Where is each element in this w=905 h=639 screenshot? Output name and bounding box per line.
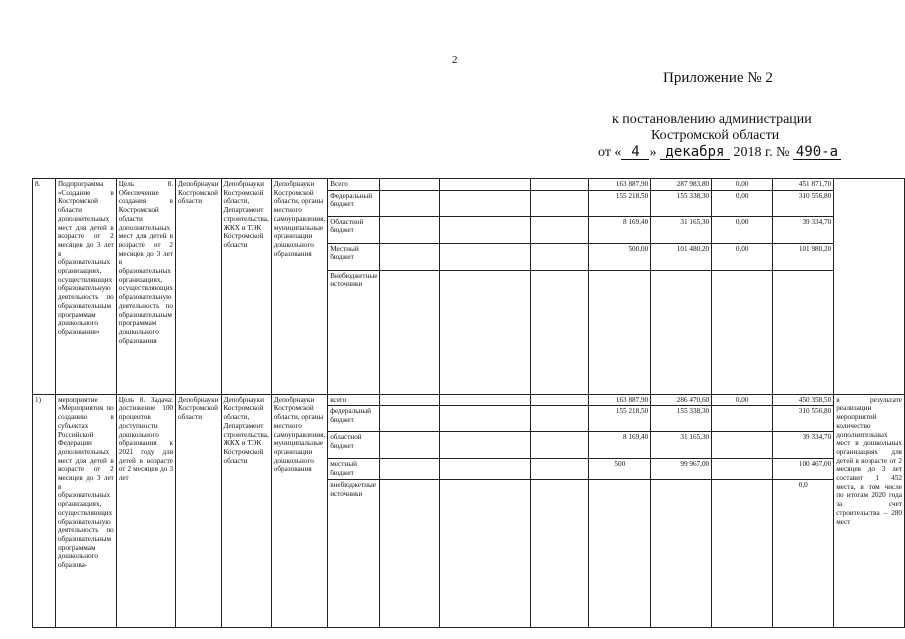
decree-day: 4 xyxy=(621,145,649,160)
funding-source-label: внебюджетные источники xyxy=(328,479,380,627)
funding-source-label: Всего xyxy=(328,179,380,191)
amount-cell: 155 218,50 xyxy=(589,406,651,432)
amount-cell: 0,0 xyxy=(773,479,834,627)
amount-cell: 31 165,30 xyxy=(651,216,712,243)
row-number: 8. xyxy=(33,179,56,395)
amount-cell: 0,00 xyxy=(712,179,773,191)
result-cell xyxy=(834,179,905,395)
empty-cell xyxy=(531,394,589,406)
decree-line-1: к постановлению администрации xyxy=(612,112,812,127)
amount-cell: 310 556,80 xyxy=(773,406,834,432)
empty-cell xyxy=(531,190,589,216)
empty-cell xyxy=(380,270,439,394)
empty-cell xyxy=(380,459,439,479)
participants-cell: Депобрнауки Костромской области, органы местного самоуправления, муниципальные организации дошкольного образования xyxy=(271,179,327,395)
amount-cell: 39 334,70 xyxy=(773,432,834,459)
participants-cell: Депобрнауки Костромской области, органы местного самоуправления, муниципальные организации дошкольного образования xyxy=(271,394,327,627)
amount-cell: 163 887,90 xyxy=(589,179,651,191)
amount-cell xyxy=(712,406,773,432)
amount-cell: 100 467,00 xyxy=(773,459,834,479)
program-table xyxy=(32,178,905,628)
goal-cell: Цель 8. Задача: достижение 100 процентов доступности дошкольного образования к 2021 году для детей в возрасте от 2 месяцев до 3 лет xyxy=(116,394,175,627)
amount-cell xyxy=(589,270,651,394)
amount-cell xyxy=(712,479,773,627)
amount-cell: 39 334,70 xyxy=(773,216,834,243)
empty-cell xyxy=(439,190,530,216)
empty-cell xyxy=(531,216,589,243)
decree-from: от « xyxy=(598,145,622,160)
funding-source-label: всего xyxy=(328,394,380,406)
goal-cell: Цель 8. Обеспечение создания в Костромской области дополнительных мест для детей в возрасте от 2 месяцев до 3 лет в образовательных организациях, осуществляющих образовательную деятельность по образовательным программам дошкольного образования xyxy=(116,179,175,395)
executor-cell: Депобрнауки Костромской области xyxy=(176,179,221,395)
amount-cell xyxy=(651,270,712,394)
empty-cell xyxy=(439,179,530,191)
amount-cell xyxy=(712,459,773,479)
amount-cell: 500,00 xyxy=(589,243,651,270)
amount-cell: 287 983,80 xyxy=(651,179,712,191)
empty-cell xyxy=(439,216,530,243)
funding-source-label: Местный бюджет xyxy=(328,243,380,270)
executor-cell: Депобрнауки Костромской области xyxy=(176,394,221,627)
amount-cell: 101 980,20 xyxy=(773,243,834,270)
empty-cell xyxy=(531,270,589,394)
table-row xyxy=(33,394,905,406)
amount-cell: 155 218,50 xyxy=(589,190,651,216)
empty-cell xyxy=(439,270,530,394)
funding-source-label: местный бюджет xyxy=(328,459,380,479)
amount-cell: 451 871,70 xyxy=(773,179,834,191)
coexecutor-cell: Депобрнауки Костромской области, Департамент строительства, ЖКХ и ТЭК Костромской области xyxy=(221,179,271,395)
amount-cell: 8 169,40 xyxy=(589,432,651,459)
amount-cell: 31 165,30 xyxy=(651,432,712,459)
amount-cell: 8 169,40 xyxy=(589,216,651,243)
table-row xyxy=(33,179,905,191)
appendix-title: Приложение № 2 xyxy=(663,70,773,86)
funding-source-label: Внебюджетные источники xyxy=(328,270,380,394)
amount-cell: 155 338,30 xyxy=(651,190,712,216)
empty-cell xyxy=(531,432,589,459)
decree-month: декабря xyxy=(660,145,730,160)
amount-cell: 500 xyxy=(589,459,651,479)
empty-cell xyxy=(380,479,439,627)
page-number: 2 xyxy=(452,54,458,66)
funding-source-label: Областной бюджет xyxy=(328,216,380,243)
amount-cell xyxy=(773,270,834,394)
empty-cell xyxy=(380,179,439,191)
funding-source-label: федеральный бюджет xyxy=(328,406,380,432)
amount-cell xyxy=(651,479,712,627)
decree-number: 490-а xyxy=(793,145,841,160)
empty-cell xyxy=(380,406,439,432)
amount-cell: 0,00 xyxy=(712,190,773,216)
decree-close-quote: » xyxy=(649,145,657,160)
measure-name: мероприятие «Мероприятия по созданию в субъектах Российской Федерации дополнительных мест для детей в возрасте от 2 месяцев до 3 лет в образовательных организациях, осуществляющих образовательную деятельность по образовательным программам дошкольного образова- xyxy=(55,394,116,627)
empty-cell xyxy=(439,406,530,432)
subprogram-name: Подпрограмма «Создание в Костромской области дополнительных мест для детей в возрасте от 2 месяцев до 3 лет в образовательных организациях, осуществляющих образовательную деятельность по образовательным программам дошкольного образования» xyxy=(55,179,116,395)
empty-cell xyxy=(439,479,530,627)
empty-cell xyxy=(439,432,530,459)
empty-cell xyxy=(531,459,589,479)
amount-cell: 101 480,20 xyxy=(651,243,712,270)
row-number: 1) xyxy=(33,394,56,627)
funding-source-label: Федеральный бюджет xyxy=(328,190,380,216)
decree-date-line xyxy=(598,145,841,161)
empty-cell xyxy=(380,432,439,459)
decree-year: 2018 г. № xyxy=(733,145,790,160)
decree-line-2: Костромской области xyxy=(651,128,780,143)
empty-cell xyxy=(380,216,439,243)
amount-cell: 310 556,80 xyxy=(773,190,834,216)
amount-cell xyxy=(589,479,651,627)
empty-cell xyxy=(380,394,439,406)
empty-cell xyxy=(531,479,589,627)
empty-cell xyxy=(531,243,589,270)
empty-cell xyxy=(439,243,530,270)
empty-cell xyxy=(531,406,589,432)
empty-cell xyxy=(531,179,589,191)
amount-cell: 0,00 xyxy=(712,243,773,270)
amount-cell: 286 470,60 xyxy=(651,394,712,406)
funding-source-label: областной бюджет xyxy=(328,432,380,459)
empty-cell xyxy=(380,243,439,270)
empty-cell xyxy=(439,394,530,406)
amount-cell: 155 338,30 xyxy=(651,406,712,432)
amount-cell: 0,00 xyxy=(712,394,773,406)
amount-cell: 99 967,00 xyxy=(651,459,712,479)
coexecutor-cell: Депобрнауки Костромской области, Департамент строительства, ЖКХ и ТЭК Костромской области xyxy=(221,394,271,627)
result-cell: в результате реализации мероприятий количество дополнительных мест в дошкольных организациях для детей в возрасте от 2 месяцев до 3 лет составит 1 452 места, в том числе по итогам 2020 года за счет строительства – 280 мест xyxy=(834,394,905,627)
amount-cell xyxy=(712,432,773,459)
empty-cell xyxy=(380,190,439,216)
amount-cell: 163 887,90 xyxy=(589,394,651,406)
amount-cell: 0,00 xyxy=(712,216,773,243)
empty-cell xyxy=(439,459,530,479)
amount-cell: 450 358,50 xyxy=(773,394,834,406)
amount-cell xyxy=(712,270,773,394)
